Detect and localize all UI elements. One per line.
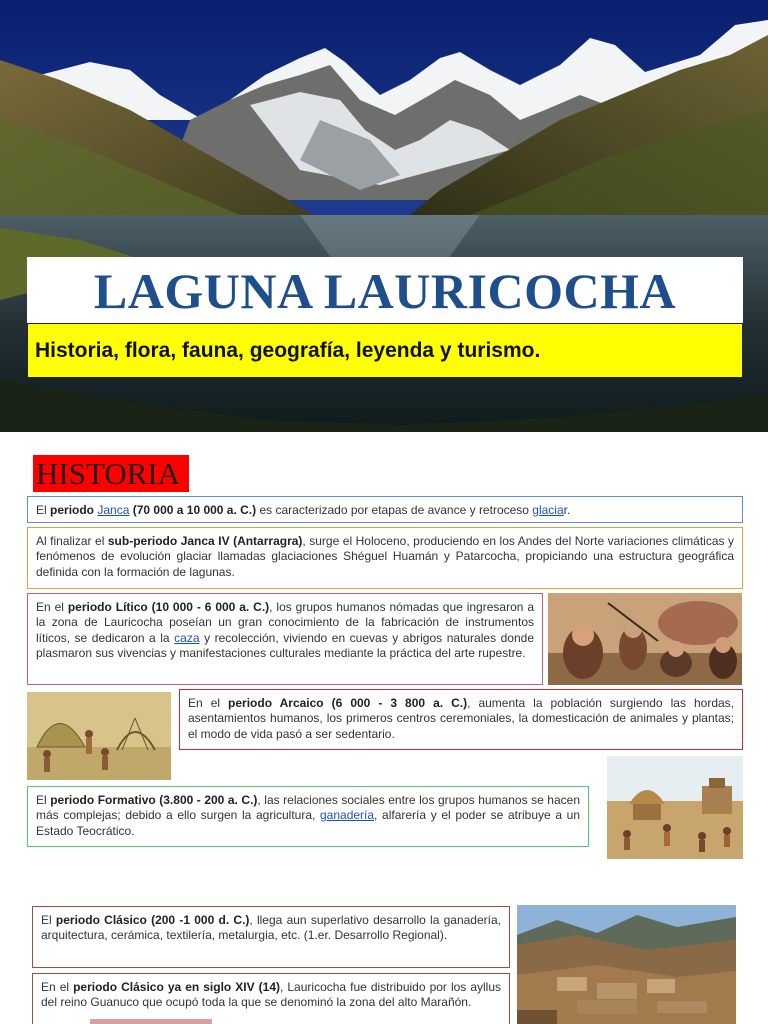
bold-text: periodo Clásico (200 -1 000 d. C.) [55, 913, 250, 927]
section-heading [33, 455, 189, 492]
text: , Lauricocha fue distribuido por los ayllus del reino Guanuco que ocupó toda la que se denominó la zona del alto Marañón. [41, 980, 501, 1010]
text: , llega aun superlativo desarrollo la ganadería, arquitectura, cerámica, textilería, metalurgia, etc. (1.er. Desarrollo Regional). [41, 913, 501, 943]
bold-text: periodo Arcaico (6 000 - 3 800 a. C.) [228, 696, 468, 710]
text: El [41, 913, 56, 927]
classic-photo [517, 905, 736, 1024]
hero-banner [0, 0, 768, 432]
hunter-camp-illustration [27, 692, 171, 780]
text: , las relaciones sociales entre los grupos humanos se hacen más complejas; debido a ello surgen la agricultura, [36, 793, 580, 823]
text: El [36, 793, 51, 807]
village-illustration [607, 756, 743, 859]
paragraph-janca [27, 496, 743, 523]
paragraph-clasico-siglo-xiv [32, 973, 510, 1024]
bold-text: periodo Formativo (3.800 - 200 a. C.) [50, 793, 258, 807]
lithic-illustration [548, 593, 742, 685]
link-caza[interactable]: caza [174, 630, 200, 645]
bold-text: periodo Lítico (10 000 - 6 000 a. C.) [67, 600, 270, 614]
page-title: LAGUNA LAURICOCHA [93, 262, 677, 319]
section-heading-text: HISTORIA [36, 455, 181, 491]
text: En el [188, 696, 229, 710]
paragraph-arcaico [179, 689, 743, 750]
cave-people-illustration [548, 593, 742, 685]
text: , los grupos humanos nómadas que ingresaron a la zona de Lauricocha poseían un gran conocimiento de la fabricación de instrumentos líticos, se dedicaron a la [36, 600, 534, 645]
page-subtitle: Historia, flora, fauna, geografía, leyenda y turismo. [35, 338, 541, 362]
text: En el [41, 980, 74, 994]
formative-illustration [607, 756, 743, 859]
archaic-illustration [27, 692, 171, 780]
title-banner [27, 257, 743, 324]
link-glaciar[interactable]: glacia [532, 503, 564, 517]
bold-text: periodo Clásico ya en siglo XIV (14) [73, 980, 281, 994]
stone-ruins-photo [517, 905, 736, 1024]
bold-text: (70 000 a 10 000 a. C.) [129, 503, 257, 517]
text: , surge el Holoceno, produciendo en los Andes del Norte variaciones climáticas y fenómenos de evolución glaciar llamadas glaciaciones Shéguel Huamán y Patarcocha, propiciando una estructura geográfica definida con la formación de lagunas. [36, 534, 734, 579]
bold-text: sub-periodo Janca IV (Antarragra) [107, 534, 303, 548]
subtitle-banner [27, 323, 743, 378]
paragraph-janca-iv [27, 527, 743, 589]
paragraph-formativo [27, 786, 589, 847]
bold-text: periodo [50, 503, 98, 517]
text: es caracterizado por etapas de avance y retroceso [256, 503, 533, 517]
text: El [36, 503, 51, 517]
text: r. [563, 503, 571, 517]
paragraph-clasico [32, 906, 510, 968]
link-janca[interactable]: Janca [97, 503, 130, 517]
text: y recolección, viviendo en cuevas y abrigos naturales donde plasmaron sus vivencias y manifestaciones culturales mediante la práctica del arte rupestre. [36, 630, 534, 660]
text: , alfarería y el poder se atribuye a un Estado Teocrático. [36, 808, 580, 838]
link-ganaderia[interactable]: ganadería [320, 808, 375, 823]
bottom-illustration [90, 1019, 212, 1024]
paragraph-litico [27, 593, 543, 685]
text: Al finalizar el [36, 534, 108, 548]
text: , aumenta la población surgiendo las hordas, asentamientos humanos, los primeros centros ceremoniales, la domesticación de animales y plantas; el modo de vida pasó a ser sedentario. [188, 696, 734, 741]
text: En el [36, 600, 68, 614]
